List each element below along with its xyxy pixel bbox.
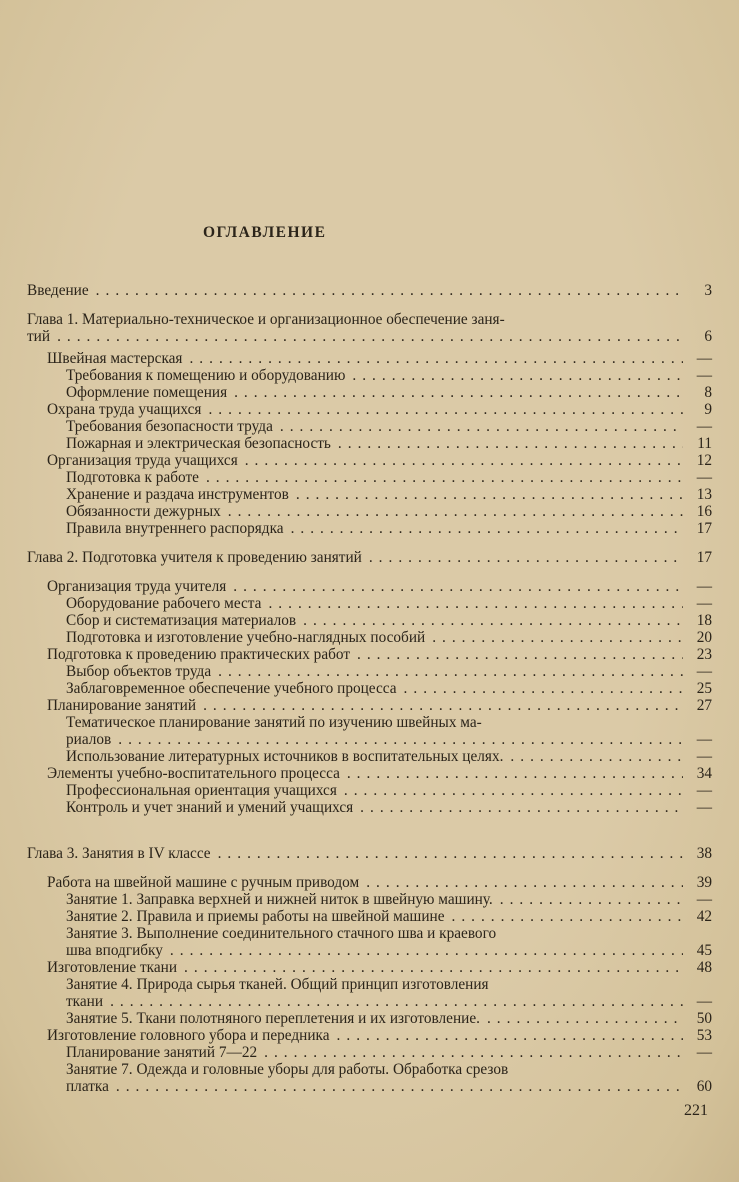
toc-line	[27, 1027, 712, 1044]
dot-leader	[111, 731, 683, 748]
dot-leader	[480, 1010, 683, 1027]
toc-entry-text: Оборудование рабочего места	[66, 595, 262, 612]
toc-entry-page: 60	[696, 1078, 712, 1095]
dot-leader	[362, 549, 683, 566]
toc-line	[27, 282, 712, 299]
toc-line	[27, 942, 712, 959]
toc-line	[27, 1044, 712, 1061]
dot-leader	[221, 503, 683, 520]
toc-line	[27, 663, 712, 680]
toc-entry-page: —	[696, 595, 712, 612]
dot-leader	[296, 612, 683, 629]
toc-line	[27, 418, 712, 435]
page-title: ОГЛАВЛЕНИЕ	[203, 224, 327, 241]
toc-line	[27, 697, 712, 714]
toc-entry-text: Хранение и раздача инструментов	[66, 486, 289, 503]
toc-entry-text: Глава 2. Подготовка учителя к проведению занятий	[27, 549, 362, 566]
toc-line	[27, 401, 712, 418]
dot-leader	[201, 401, 683, 418]
toc-entry-page: 9	[704, 401, 712, 418]
toc-entry-text: Введение	[27, 282, 89, 299]
dot-leader	[211, 845, 683, 862]
toc-entry-text: Использование литературных источников в воспитательных целях.	[66, 748, 504, 765]
toc-entry-page: 38	[696, 845, 712, 862]
dot-leader	[273, 418, 683, 435]
toc-entry-text: Правила внутреннего распорядка	[66, 520, 284, 537]
toc-entry-page: 6	[704, 328, 712, 345]
toc-entry-page: —	[696, 418, 712, 435]
toc-line	[27, 612, 712, 629]
toc-entry-text: Организация труда учащихся	[47, 452, 238, 469]
toc-entry-page: 12	[696, 452, 712, 469]
toc-entry-page: 18	[696, 612, 712, 629]
toc-entry-text: Охрана труда учащихся	[47, 401, 202, 418]
toc-entry-page: 20	[696, 629, 712, 646]
toc-entry-text: Занятие 5. Ткани полотняного переплетения и их изготовление.	[66, 1010, 480, 1027]
dot-leader	[196, 697, 683, 714]
dot-leader	[211, 663, 683, 680]
toc-line	[27, 891, 712, 908]
toc-entry-page: 25	[696, 680, 712, 697]
toc-line	[27, 520, 712, 537]
dot-leader	[261, 595, 683, 612]
toc-entry-text: Изготовление головного убора и передника	[47, 1027, 330, 1044]
toc-line	[27, 469, 712, 486]
toc-entry-page: 13	[696, 486, 712, 503]
toc-line	[27, 680, 712, 697]
toc-entry-text: Планирование занятий	[47, 697, 197, 714]
dot-leader	[109, 1078, 683, 1095]
toc-line	[27, 328, 712, 345]
toc-entry-page: 8	[704, 384, 712, 401]
toc-entry-page: —	[696, 663, 712, 680]
toc-entry-page: 48	[696, 959, 712, 976]
dot-leader	[330, 1027, 683, 1044]
toc-line	[27, 993, 712, 1010]
toc-entry-text: Занятие 7. Одежда и головные уборы для работы. Обработка срезов	[66, 1061, 509, 1078]
toc-line	[27, 799, 712, 816]
toc-entry-text: Швейная мастерская	[47, 350, 183, 367]
toc-entry-page: —	[696, 782, 712, 799]
toc-line	[27, 350, 712, 367]
dot-leader	[89, 282, 683, 299]
toc-entry-page: —	[696, 748, 712, 765]
toc-line	[27, 486, 712, 503]
dot-leader	[182, 350, 683, 367]
dot-leader	[331, 435, 683, 452]
toc-line	[27, 908, 712, 925]
dot-leader	[103, 993, 683, 1010]
toc-line	[27, 503, 712, 520]
toc-entry-text: Сбор и систематизация материалов	[66, 612, 297, 629]
toc-entry-text: риалов	[66, 731, 112, 748]
dot-leader	[284, 520, 683, 537]
toc-entry-text: Работа на швейной машине с ручным приводом	[47, 874, 360, 891]
toc-entry-text: Занятие 4. Природа сырья тканей. Общий принцип изготовления	[66, 976, 489, 993]
toc-line	[27, 845, 712, 862]
toc-line	[27, 452, 712, 469]
toc-entry-text: платка	[66, 1078, 109, 1095]
toc-entry-text: Глава 1. Материально-техническое и организационное обеспечение заня-	[27, 311, 505, 328]
toc-entry-page: 39	[696, 874, 712, 891]
toc-entry-page: 17	[696, 520, 712, 537]
toc-entry-text: Оформление помещения	[66, 384, 228, 401]
toc-entry-page: —	[696, 799, 712, 816]
dot-leader	[289, 486, 683, 503]
dot-leader	[199, 469, 683, 486]
toc-entry-text: Глава 3. Занятия в IV классе	[27, 845, 211, 862]
toc-entry-text: Тематическое планирование занятий по изучению швейных ма-	[66, 714, 482, 731]
toc-entry-text: Контроль и учет знаний и умений учащихся	[66, 799, 354, 816]
toc-entry-page: 53	[696, 1027, 712, 1044]
toc-entry-page: —	[696, 731, 712, 748]
toc-entry-page: 16	[696, 503, 712, 520]
toc-entry-text: Заблаговременное обеспечение учебного процесса	[66, 680, 397, 697]
toc-line	[27, 748, 712, 765]
toc-entry-page: —	[696, 367, 712, 384]
dot-leader	[397, 680, 683, 697]
toc-line	[27, 435, 712, 452]
toc-line	[27, 646, 712, 663]
toc-line	[27, 782, 712, 799]
toc-entry-text: Требования безопасности труда	[66, 418, 273, 435]
toc-line	[27, 311, 712, 328]
toc-entry-text: Требования к помещению и оборудованию	[66, 367, 346, 384]
toc-entry-text: Планирование занятий 7—22	[66, 1044, 258, 1061]
toc-entry-page: —	[696, 578, 712, 595]
toc-entry-page: —	[696, 891, 712, 908]
dot-leader	[238, 452, 683, 469]
toc-line	[27, 714, 712, 731]
toc-entry-text: Изготовление ткани	[47, 959, 178, 976]
dot-leader	[345, 367, 683, 384]
toc-list	[27, 282, 712, 1095]
toc-entry-page: 11	[697, 435, 712, 452]
toc-line	[27, 731, 712, 748]
toc-entry-text: Профессиональная ориентация учащихся	[66, 782, 337, 799]
toc-entry-text: ткани	[66, 993, 104, 1010]
toc-entry-page: —	[696, 469, 712, 486]
toc-line	[27, 874, 712, 891]
dot-leader	[257, 1044, 683, 1061]
toc-entry-page: —	[696, 993, 712, 1010]
toc-entry-text: Подготовка к работе	[66, 469, 199, 486]
toc-entry-text: шва вподгибку	[66, 942, 163, 959]
toc-entry-text: Занятие 2. Правила и приемы работы на швейной машине	[66, 908, 445, 925]
toc-entry-text: Занятие 1. Заправка верхней и нижней ниток в швейную машину.	[66, 891, 493, 908]
toc-entry-page: 50	[696, 1010, 712, 1027]
toc-line	[27, 1061, 712, 1078]
toc-entry-text: Организация труда учителя	[47, 578, 227, 595]
dot-leader	[493, 891, 683, 908]
toc-line	[27, 549, 712, 566]
dot-leader	[359, 874, 683, 891]
dot-leader	[227, 384, 683, 401]
toc-line	[27, 765, 712, 782]
toc-entry-text: Подготовка и изготовление учебно-наглядных пособий	[66, 629, 426, 646]
toc-line	[27, 629, 712, 646]
dot-leader	[425, 629, 683, 646]
toc-entry-page: 17	[696, 549, 712, 566]
toc-line	[27, 595, 712, 612]
toc-entry-page: 3	[704, 282, 712, 299]
toc-entry-page: 23	[696, 646, 712, 663]
toc-entry-page: —	[696, 350, 712, 367]
dot-leader	[50, 328, 683, 345]
dot-leader	[350, 646, 683, 663]
dot-leader	[503, 748, 683, 765]
toc-line	[27, 925, 712, 942]
dot-leader	[163, 942, 683, 959]
toc-line	[27, 1010, 712, 1027]
dot-leader	[340, 765, 683, 782]
toc-line	[27, 384, 712, 401]
dot-leader	[177, 959, 683, 976]
toc-line	[27, 578, 712, 595]
toc-line	[27, 367, 712, 384]
toc-line	[27, 976, 712, 993]
toc-entry-page: 27	[696, 697, 712, 714]
footer-page-number: 221	[684, 1102, 708, 1119]
toc-entry-page: 42	[696, 908, 712, 925]
dot-leader	[353, 799, 683, 816]
toc-entry-text: Элементы учебно-воспитательного процесса	[47, 765, 340, 782]
toc-entry-text: Выбор объектов труда	[66, 663, 212, 680]
toc-entry-page: 45	[696, 942, 712, 959]
toc-line	[27, 959, 712, 976]
dot-leader	[226, 578, 683, 595]
toc-entry-text: тий	[27, 328, 51, 345]
toc-entry-page: 34	[696, 765, 712, 782]
toc-entry-text: Обязанности дежурных	[66, 503, 221, 520]
toc-entry-text: Подготовка к проведению практических работ	[47, 646, 351, 663]
toc-line	[27, 1078, 712, 1095]
toc-entry-text: Занятие 3. Выполнение соединительного стачного шва и краевого	[66, 925, 497, 942]
toc-entry-text: Пожарная и электрическая безопасность	[66, 435, 331, 452]
dot-leader	[337, 782, 683, 799]
toc-entry-page: —	[696, 1044, 712, 1061]
dot-leader	[445, 908, 684, 925]
